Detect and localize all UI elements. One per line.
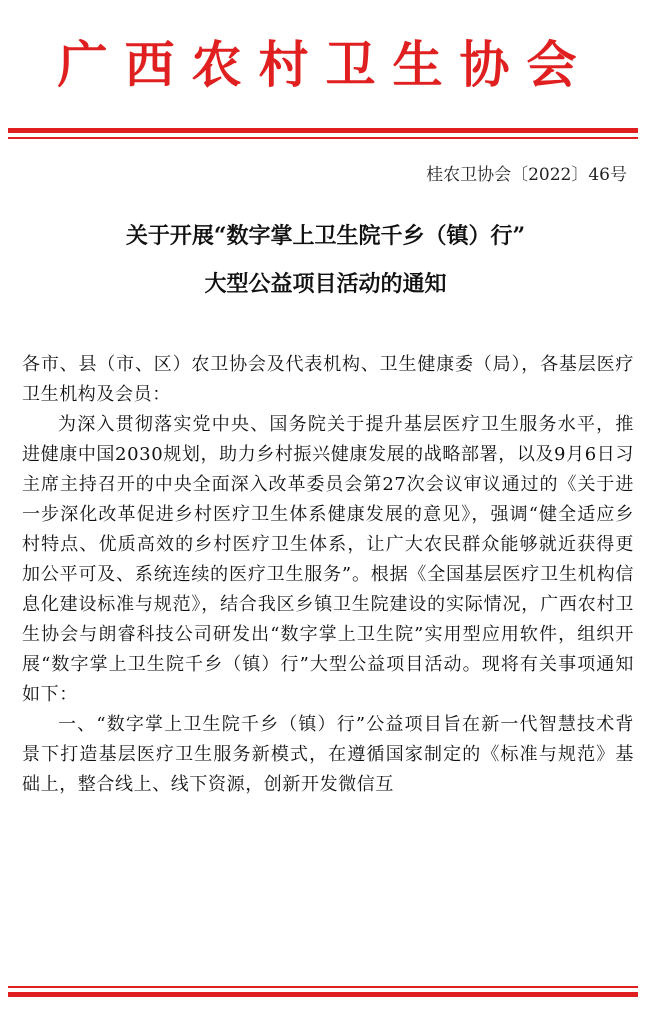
document-title-line-1: 关于开展“数字掌上卫生院千乡（镇）行” <box>125 223 526 249</box>
footer-red-rule-thick <box>8 992 638 997</box>
document-body <box>22 350 634 800</box>
issuing-org-header: 广西农村卫生协会 <box>57 35 594 94</box>
paragraph-2: 一、“数字掌上卫生院千乡（镇）行”公益项目旨在新一代智慧技术背景下打造基层医疗卫生服务新模式，在遵循国家制定的《标准与规范》基础上，整合线上、线下资源，创新开发微信互 <box>22 714 634 795</box>
header-red-rule-thin <box>8 137 638 139</box>
footer-red-rule-thin <box>8 986 638 988</box>
document-number: 桂农卫协会〔2022〕46号 <box>426 165 627 185</box>
header-red-rule-thick <box>8 128 638 133</box>
paragraph-1: 为深入贯彻落实党中央、国务院关于提升基层医疗卫生服务水平，推进健康中国2030规划，助力乡村振兴健康发展的战略部署，以及9月6日习主席主持召开的中央全面深入改革委员会第27次会议审议通过的《关于进一步深化改革促进乡村医疗卫生体系健康发展的意见》，强调“健全适应乡村特点、优质高效的乡村医疗卫生体系，让广大农民群众能够就近获得更加公平可及、系统连续的医疗卫生服务”。根据《全国基层医疗卫生机构信息化建设标准与规范》，结合我区乡镇卫生院建设的实际情况，广西农村卫生协会与朗睿科技公司研发出“数字掌上卫生院”实用型应用软件，组织开展“数字掌上卫生院千乡（镇）行”大型公益项目活动。现将有关事项通知如下： <box>22 414 634 705</box>
salutation: 各市、县（市、区）农卫协会及代表机构、卫生健康委（局），各基层医疗卫生机构及会员： <box>22 354 634 405</box>
document-title-line-2: 大型公益项目活动的通知 <box>204 271 447 297</box>
